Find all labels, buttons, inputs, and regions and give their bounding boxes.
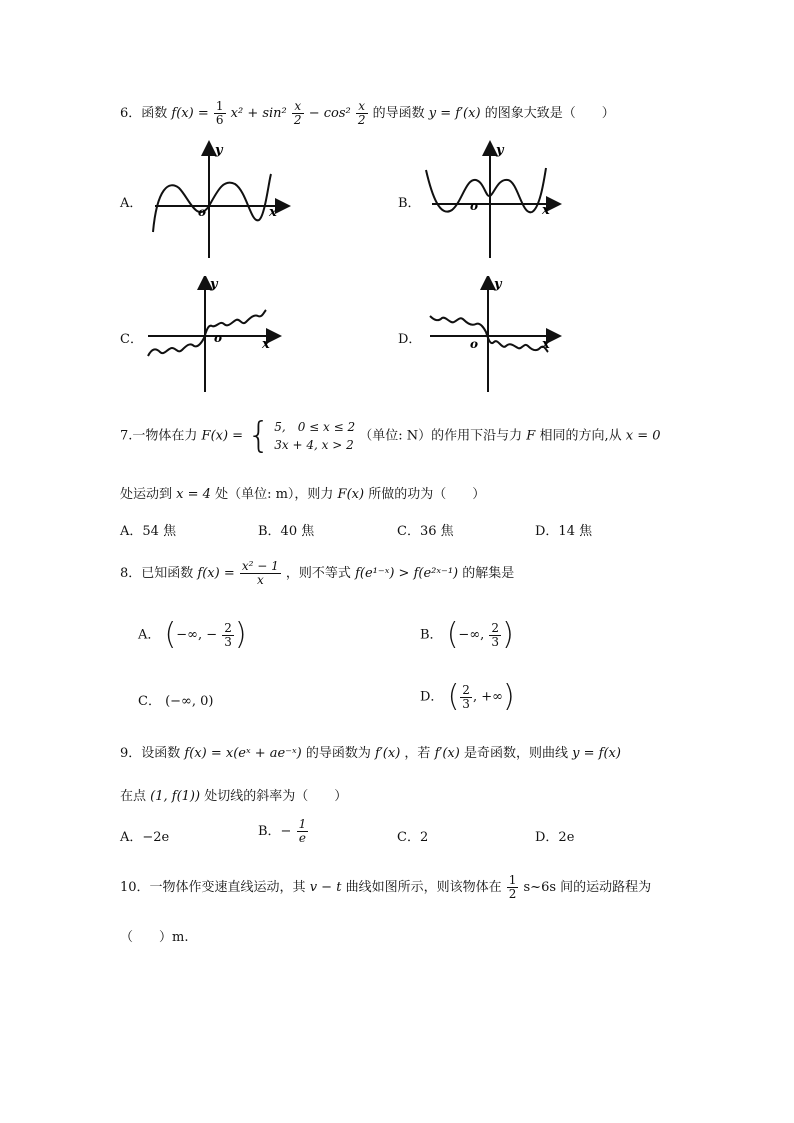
svg-text:o: o [470,337,479,351]
svg-text:y: y [494,277,502,292]
q8-option-b[interactable]: B． (−∞, $\frac{2}{3}$ ) [420,617,514,652]
svg-text:x: x [542,203,550,218]
q9-option-b[interactable]: B．− $\frac{1}{e}$ [258,817,307,845]
q7-option-c[interactable]: C．36 焦 [397,524,454,539]
q7-option-d[interactable]: D．14 焦 [535,524,593,539]
q6-stem: 6．函数 f(x) = $\frac{1}{6}$ x² + sin² $\frac{x}{2}$ − cos² $\frac{x}{2}$ 的导函数 y = f′(x) 的图象大致是（ ） [120,99,615,127]
svg-text:x: x [542,337,550,352]
q10-stem-line1: 10．一物体作变速直线运动，其 v − t 曲线如图所示，则该物体在 $\frac{1}{2}$ s~6s 间的运动路程为 [120,873,652,901]
svg-text:x: x [262,337,270,352]
q7-option-b[interactable]: B．40 焦 [258,524,315,539]
q6-option-b-graph[interactable] [422,140,572,265]
q6-option-d-label[interactable]: D． [398,332,422,347]
q9-stem-line2: 在点 (1, f(1)) 处切线的斜率为（ ） [120,789,348,804]
q6-option-c-graph[interactable] [142,276,292,396]
q9-stem-line1: 9．设函数 f(x) = x(eˣ + ae⁻ˣ) 的导函数为 f′(x) ，若 f′(x) 是奇函数，则曲线 y = f(x) [120,746,621,761]
svg-text:y: y [210,277,218,292]
q6-option-a-graph[interactable] [145,140,295,265]
q8-option-d[interactable]: D． ( $\frac{2}{3}$ , +∞) [420,679,515,714]
svg-text:y: y [215,143,223,158]
svg-text:y: y [496,143,504,158]
q9-option-c[interactable]: C．2 [397,830,429,845]
q9-option-d[interactable]: D．2e [535,830,575,845]
svg-text:o: o [198,205,207,219]
q6-option-a-label[interactable]: A． [120,196,143,211]
q6-option-c-label[interactable]: C． [120,332,143,347]
q6-option-b-label[interactable]: B． [398,196,421,211]
q7-option-a[interactable]: A．54 焦 [120,524,177,539]
q8-option-a[interactable]: A． (−∞, − $\frac{2}{3}$ ) [138,617,247,652]
q7-stem-line2: 处运动到 x = 4 处（单位: m），则力 F(x) 所做的功为（ ） [120,487,486,502]
q8-stem: 8．已知函数 f(x) = $\frac{\text{x² − 1}}{x}$ ，则不等式 f(e¹⁻ˣ) > f(e²ˣ⁻¹) 的解集是 [120,559,515,587]
q9-option-a[interactable]: A．−2e [120,830,170,845]
q10-stem-line2: （ ）m. [120,930,189,945]
svg-text:o: o [470,199,479,213]
svg-text:x: x [269,205,277,220]
q6-option-d-graph[interactable] [424,276,574,396]
q8-option-c[interactable]: C． (−∞, 0) [138,694,214,709]
q7-stem-line1: 7.一物体在力 F(x) = { 5, 0 ≤ x ≤ 2 3x + 4, x > 2 （单位: N）的作用下沿与力 F 相同的方向,从 x = 0 [120,415,661,456]
svg-text:o: o [214,331,223,345]
